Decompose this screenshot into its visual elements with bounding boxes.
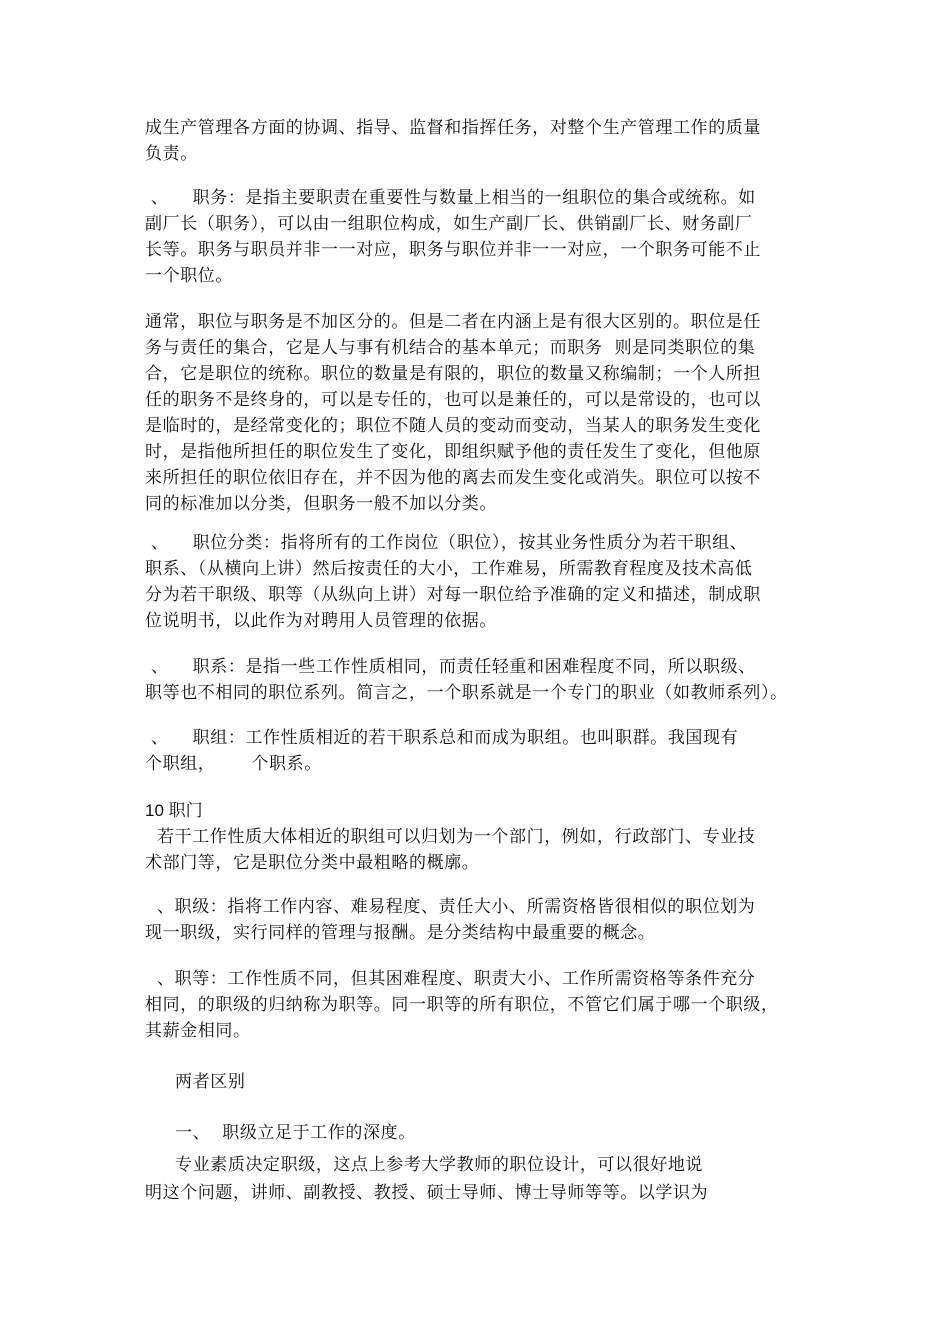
section-heading: 一、 职级立足于工作的深度。	[145, 1123, 416, 1143]
text-line: 若干工作性质大体相近的职组可以归划为一个部门，例如，行政部门、专业技	[145, 827, 756, 847]
text-line: 分为若干职级、职等（从纵向上讲）对每一职位给予准确的定义和描述，制成职	[145, 585, 761, 605]
section-heading: 10 职门	[145, 801, 203, 820]
text-line: 副厂长（职务），可以由一组职位构成，如生产副厂长、供销副厂长、财务副厂	[145, 214, 753, 234]
text-line: 长等。职务与职员并非一一对应，职务与职位并非一一对应，一个职务可能不止	[145, 240, 761, 260]
text-line: 、 职系：是指一些工作性质相同，而责任轻重和困难程度不同，所以职级、	[145, 657, 756, 677]
text-line: 专业素质决定职级，这点上参考大学教师的职位设计，可以很好地说	[145, 1155, 704, 1175]
text-line: 通常，职位与职务是不加区分的。但是二者在内涵上是有很大区别的。职位是任	[145, 312, 761, 332]
text-line: 术部门等，它是职位分类中最粗略的概廓。	[145, 853, 480, 873]
text-line: 成生产管理各方面的协调、指导、监督和指挥任务，对整个生产管理工作的质量	[145, 118, 761, 138]
text-line: 、 职位分类：指将所有的工作岗位（职位），按其业务性质分为若干职组、	[145, 533, 748, 553]
text-line: 、 职组：工作性质相近的若干职系总和而成为职组。也叫职群。我国现有	[145, 728, 739, 748]
text-line: 、职等：工作性质不同，但其困难程度、职责大小、工作所需资格等条件充分	[145, 969, 756, 989]
text-line: 务与责任的集合，它是人与事有机结合的基本单元；而职务 则是同类职位的集	[145, 338, 756, 358]
text-line: 职系、（从横向上讲）然后按责任的大小，工作难易，所需教育程度及技术高低	[145, 559, 753, 579]
text-line: 位说明书，以此作为对聘用人员管理的依据。	[145, 611, 497, 631]
text-line: 个职组， 个职系。	[145, 754, 322, 774]
text-line: 、 职务：是指主要职责在重要性与数量上相当的一组职位的集合或统称。如	[145, 188, 756, 208]
text-line: 其薪金相同。	[145, 1021, 251, 1041]
text-line: 职等也不相同的职位系列。简言之，一个职系就是一个专门的职业（如教师系列）。	[145, 683, 788, 703]
text-line: 是临时的，是经常变化的；职位不随人员的变动而变动，当某人的职务发生变化	[145, 416, 761, 436]
text-line: 时，是指他所担任的职位发生了变化，即组织赋予他的责任发生了变化，但他原	[145, 442, 761, 462]
text-line: 来所担任的职位依旧存在，并不因为他的离去而发生变化或消失。职位可以按不	[145, 468, 761, 488]
text-line: 任的职务不是终身的，可以是专任的，也可以是兼任的，可以是常设的，也可以	[145, 390, 761, 410]
text-line: 合，它是职位的统称。职位的数量是有限的，职位的数量又称编制；一个人所担	[145, 364, 761, 384]
text-line: 负责。	[145, 144, 198, 164]
text-line: 现一职级，实行同样的管理与报酬。是分类结构中最重要的概念。	[145, 923, 656, 943]
text-line: 一个职位。	[145, 266, 233, 286]
section-heading: 两者区别	[145, 1072, 246, 1092]
text-line: 相同，的职级的归纳称为职等。同一职等的所有职位，不管它们属于哪一个职级，	[145, 995, 779, 1015]
text-line: 明这个问题，讲师、副教授、教授、硕士导师、博士导师等等。以学识为	[145, 1183, 709, 1203]
text-line: 同的标准加以分类，但职务一般不加以分类。	[145, 494, 497, 514]
text-line: 、职级：指将工作内容、难易程度、责任大小、所需资格皆很相似的职位划为	[145, 897, 756, 917]
